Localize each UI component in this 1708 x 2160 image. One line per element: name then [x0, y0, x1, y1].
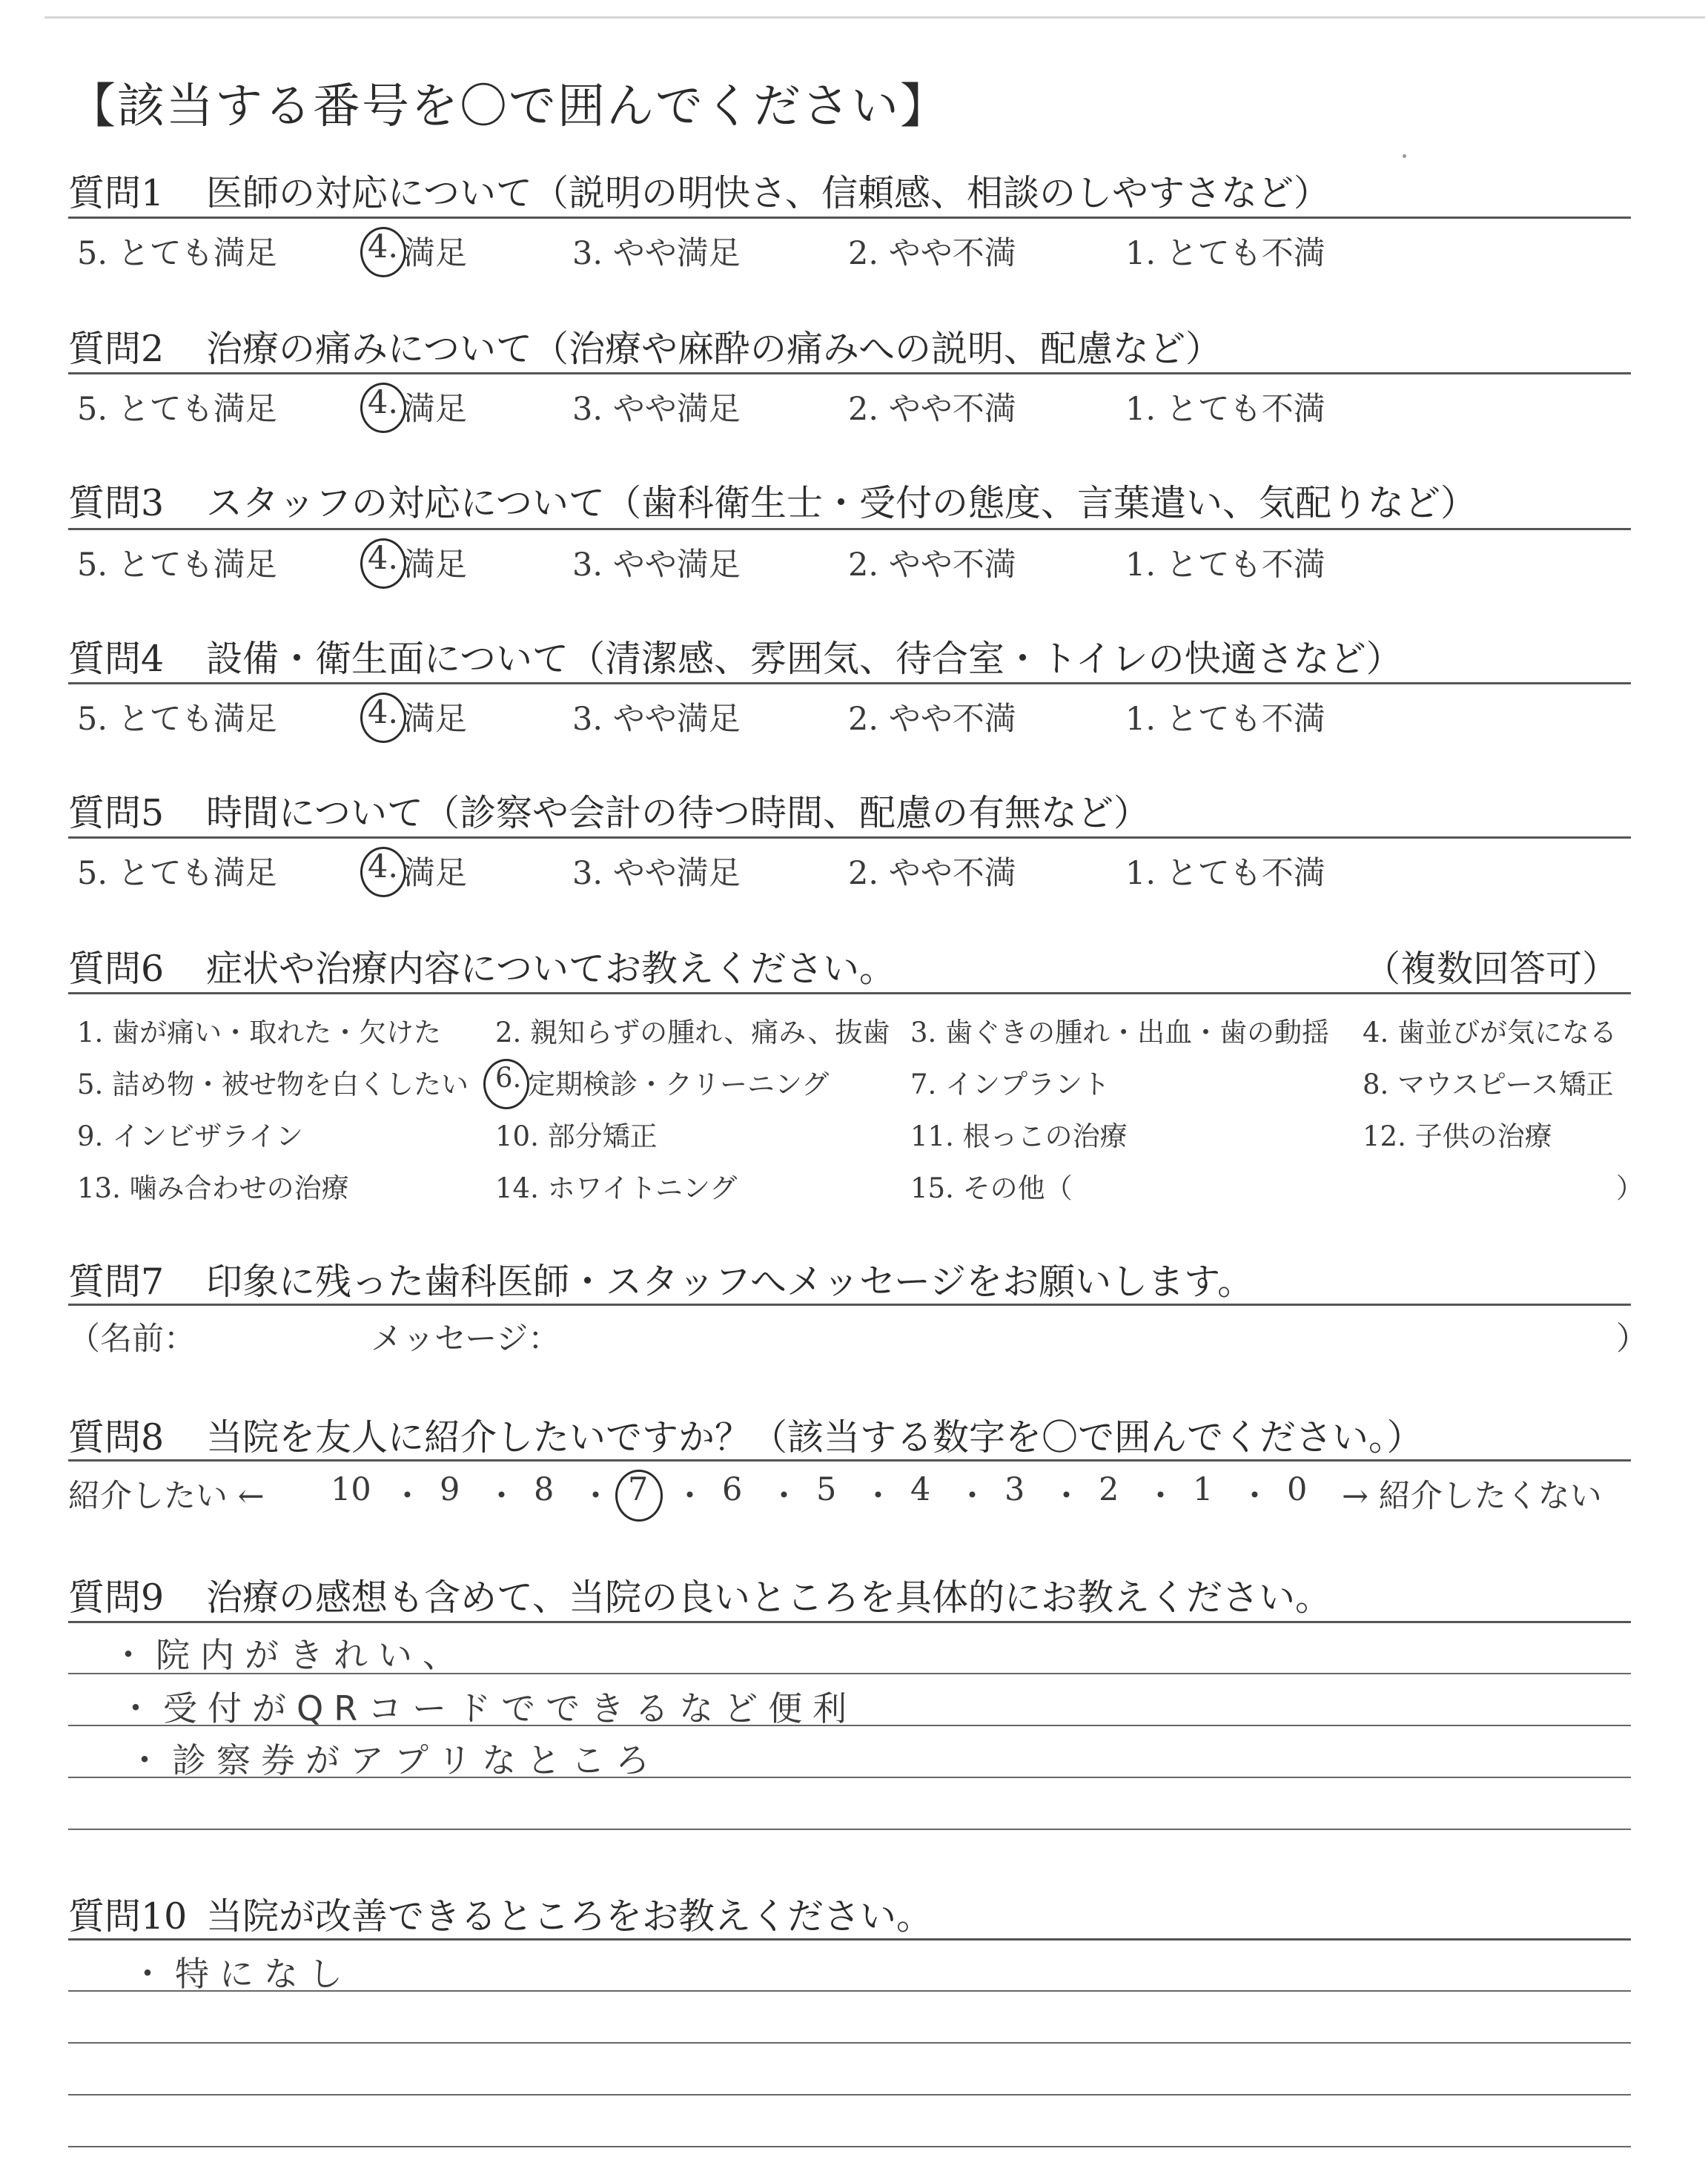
q8-scale-separator: ・: [768, 1478, 800, 1515]
q5-opt5[interactable]: 5. とても満足: [77, 855, 277, 892]
q3-text: スタッフの対応について（歯科衛生士・受付の態度、言葉遣い、気配りなど）: [206, 482, 1477, 524]
q6-opt-6-label[interactable]: 定期検診・クリーニング: [528, 1069, 830, 1100]
q9-text: 治療の感想も含めて、当院の良いところを具体的にお教えください。: [206, 1576, 1332, 1619]
q8-text: 当院を友人に紹介したいですか？（該当する数字を〇で囲んでください。）: [206, 1416, 1423, 1459]
q8-scale-2[interactable]: 2: [1099, 1471, 1119, 1508]
q4-text: 設備・衛生面について（清潔感、雰囲気、待合室・トイレの快適さなど）: [206, 638, 1403, 680]
q4-opt3[interactable]: 3. やや満足: [572, 701, 741, 738]
q6-note: （複数回答可）: [1364, 948, 1619, 990]
q5-opt1[interactable]: 1. とても不満: [1125, 855, 1325, 892]
q3-opt1[interactable]: 1. とても不満: [1125, 546, 1325, 584]
q8-scale-separator: ・: [1239, 1478, 1271, 1515]
q1-opt1[interactable]: 1. とても不満: [1125, 235, 1325, 272]
q2-text: 治療の痛みについて（治療や麻酔の痛みへの説明、配慮など）: [206, 328, 1222, 370]
q1-opt5[interactable]: 5. とても満足: [77, 235, 277, 272]
q2-opt5[interactable]: 5. とても満足: [77, 391, 277, 428]
q4-label: 質問4: [68, 638, 165, 680]
q3-opt4-label[interactable]: 満足: [403, 546, 467, 584]
q2-selected-circle: [360, 383, 406, 433]
q2-label: 質問2: [68, 328, 165, 370]
q4-opt4-label[interactable]: 満足: [403, 701, 467, 738]
q5-opt4-label[interactable]: 満足: [403, 855, 467, 892]
q2-opt1[interactable]: 1. とても不満: [1125, 391, 1325, 428]
q8-scale-separator: ・: [674, 1478, 706, 1515]
q6-opt-10[interactable]: 10. 部分矯正: [495, 1120, 658, 1152]
q6-text: 症状や治療内容についてお教えください。: [206, 948, 896, 990]
q8-scale-5[interactable]: 5: [816, 1471, 837, 1508]
q6-opt-12[interactable]: 12. 子供の治療: [1363, 1120, 1552, 1152]
q8-left-label: 紹介したい ←: [68, 1478, 265, 1515]
q10-rule-3: [68, 2094, 1631, 2095]
q1-opt2[interactable]: 2. やや不満: [848, 235, 1016, 272]
q7-message-label: メッセージ：: [371, 1321, 560, 1358]
q8-scale-0[interactable]: 0: [1287, 1471, 1308, 1508]
q2-opt4-label[interactable]: 満足: [403, 391, 467, 428]
q3-opt3[interactable]: 3. やや満足: [572, 546, 741, 584]
q6-opt-4[interactable]: 4. 歯並びが気になる: [1363, 1017, 1618, 1048]
q1-text: 医師の対応について（説明の明快さ、信頼感、相談のしやすさなど）: [206, 172, 1331, 214]
q9-rule-0: [68, 1621, 1631, 1623]
q8-scale-3[interactable]: 3: [1004, 1471, 1025, 1508]
q8-scale-4[interactable]: 4: [910, 1471, 931, 1508]
q6-selected-circle: [483, 1059, 529, 1109]
scan-top-edge: [44, 16, 1705, 19]
q8-scale-10[interactable]: 10: [331, 1471, 371, 1508]
q3-rule: [68, 528, 1631, 530]
q7-label: 質問7: [68, 1261, 165, 1303]
q6-opt-3[interactable]: 3. 歯ぐきの腫れ・出血・歯の動揺: [910, 1017, 1330, 1048]
q4-selected-circle: [360, 693, 406, 743]
q6-opt-1[interactable]: 1. 歯が痛い・取れた・欠けた: [77, 1017, 442, 1048]
q1-opt4-label[interactable]: 満足: [403, 235, 467, 272]
q5-opt3[interactable]: 3. やや満足: [572, 855, 741, 892]
q8-scale-separator: ・: [1145, 1478, 1176, 1515]
q6-rule: [68, 992, 1631, 994]
q6-opt-6-num[interactable]: 6.: [495, 1062, 522, 1094]
q4-opt5[interactable]: 5. とても満足: [77, 701, 277, 738]
q10-text: 当院が改善できるところをお教えください。: [206, 1895, 933, 1938]
q3-opt2[interactable]: 2. やや不満: [848, 546, 1016, 584]
q3-label: 質問3: [68, 482, 165, 524]
q5-opt2[interactable]: 2. やや不満: [848, 855, 1016, 892]
q10-rule-4: [68, 2146, 1631, 2147]
q9-answer-3: ・診察券がアプリなところ: [128, 1740, 661, 1780]
q9-label: 質問9: [68, 1576, 165, 1619]
q8-scale-separator: ・: [862, 1478, 894, 1515]
q6-opt-11[interactable]: 11. 根っこの治療: [910, 1120, 1128, 1152]
q9-answer-1: ・院内がきれい、: [111, 1635, 467, 1675]
scan-speck: [1403, 154, 1406, 158]
q8-scale-6[interactable]: 6: [722, 1471, 743, 1508]
q8-scale-separator: ・: [1050, 1478, 1082, 1515]
q5-text: 時間について（診察や会計の待つ時間、配慮の有無など）: [206, 792, 1151, 834]
q8-scale-separator: ・: [956, 1478, 988, 1515]
q1-rule: [68, 217, 1631, 219]
q10-rule-2: [68, 2042, 1631, 2044]
q6-opt-15[interactable]: 15. その他（: [910, 1172, 1073, 1204]
q8-scale-separator: ・: [486, 1478, 517, 1515]
q3-opt5[interactable]: 5. とても満足: [77, 546, 277, 584]
q6-opt-2[interactable]: 2. 親知らずの腫れ、痛み、抜歯: [495, 1017, 890, 1048]
q7-rule: [68, 1304, 1631, 1306]
q5-label: 質問5: [68, 792, 165, 834]
q9-answer-2: ・受付がQRコードでできるなど便利: [119, 1688, 858, 1728]
q8-scale-1[interactable]: 1: [1193, 1471, 1214, 1508]
q4-opt4-num[interactable]: 4.: [368, 694, 399, 731]
q8-selected-circle: [615, 1470, 663, 1522]
q10-rule-0: [68, 1938, 1631, 1941]
q6-opt-14[interactable]: 14. ホワイトニング: [495, 1172, 738, 1204]
q1-opt4-num[interactable]: 4.: [368, 228, 399, 265]
q6-opt-8[interactable]: 8. マウスピース矯正: [1363, 1069, 1614, 1100]
q8-scale-8[interactable]: 8: [534, 1471, 555, 1508]
q7-text: 印象に残った歯科医師・スタッフへメッセージをお願いします。: [206, 1261, 1254, 1303]
q1-opt3[interactable]: 3. やや満足: [572, 235, 741, 272]
q6-opt-9[interactable]: 9. インビザライン: [77, 1120, 303, 1152]
q8-scale-7[interactable]: 7: [628, 1471, 649, 1508]
q8-scale-separator: ・: [391, 1478, 423, 1515]
q7-name-label: （名前：: [68, 1321, 196, 1358]
q8-label: 質問8: [68, 1416, 165, 1459]
q2-rule: [68, 372, 1631, 374]
q6-opt-5[interactable]: 5. 詰め物・被せ物を白くしたい: [77, 1069, 469, 1100]
q5-selected-circle: [360, 847, 406, 897]
q6-opt-7[interactable]: 7. インプラント: [910, 1069, 1110, 1100]
q8-scale-9[interactable]: 9: [440, 1471, 460, 1508]
q3-opt4-num[interactable]: 4.: [368, 540, 399, 577]
q2-opt3[interactable]: 3. やや満足: [572, 391, 741, 428]
q7-close: ）: [1616, 1321, 1648, 1358]
q9-rule-4: [68, 1829, 1631, 1830]
q8-right-label: → 紹介したくない: [1342, 1478, 1602, 1515]
q6-opt-13[interactable]: 13. 噛み合わせの治療: [77, 1172, 349, 1204]
q10-label: 質問10: [68, 1895, 188, 1938]
q5-rule: [68, 836, 1631, 839]
q2-opt4-num[interactable]: 4.: [368, 384, 399, 421]
q8-scale-separator: ・: [580, 1478, 612, 1515]
q4-rule: [68, 682, 1631, 684]
q1-selected-circle: [360, 227, 406, 277]
q6-label: 質問6: [68, 948, 165, 990]
q5-opt4-num[interactable]: 4.: [368, 848, 399, 885]
q1-label: 質問1: [68, 172, 165, 214]
q3-selected-circle: [360, 538, 406, 589]
q4-opt2[interactable]: 2. やや不満: [848, 701, 1016, 738]
page-title: 【該当する番号を〇で囲んでください】: [68, 79, 949, 134]
q6-opt-15-close: ）: [1616, 1172, 1644, 1204]
q8-rule: [68, 1459, 1631, 1462]
q2-opt2[interactable]: 2. やや不満: [848, 391, 1016, 428]
q10-answer-1: ・特になし: [130, 1954, 353, 1994]
q4-opt1[interactable]: 1. とても不満: [1125, 701, 1325, 738]
